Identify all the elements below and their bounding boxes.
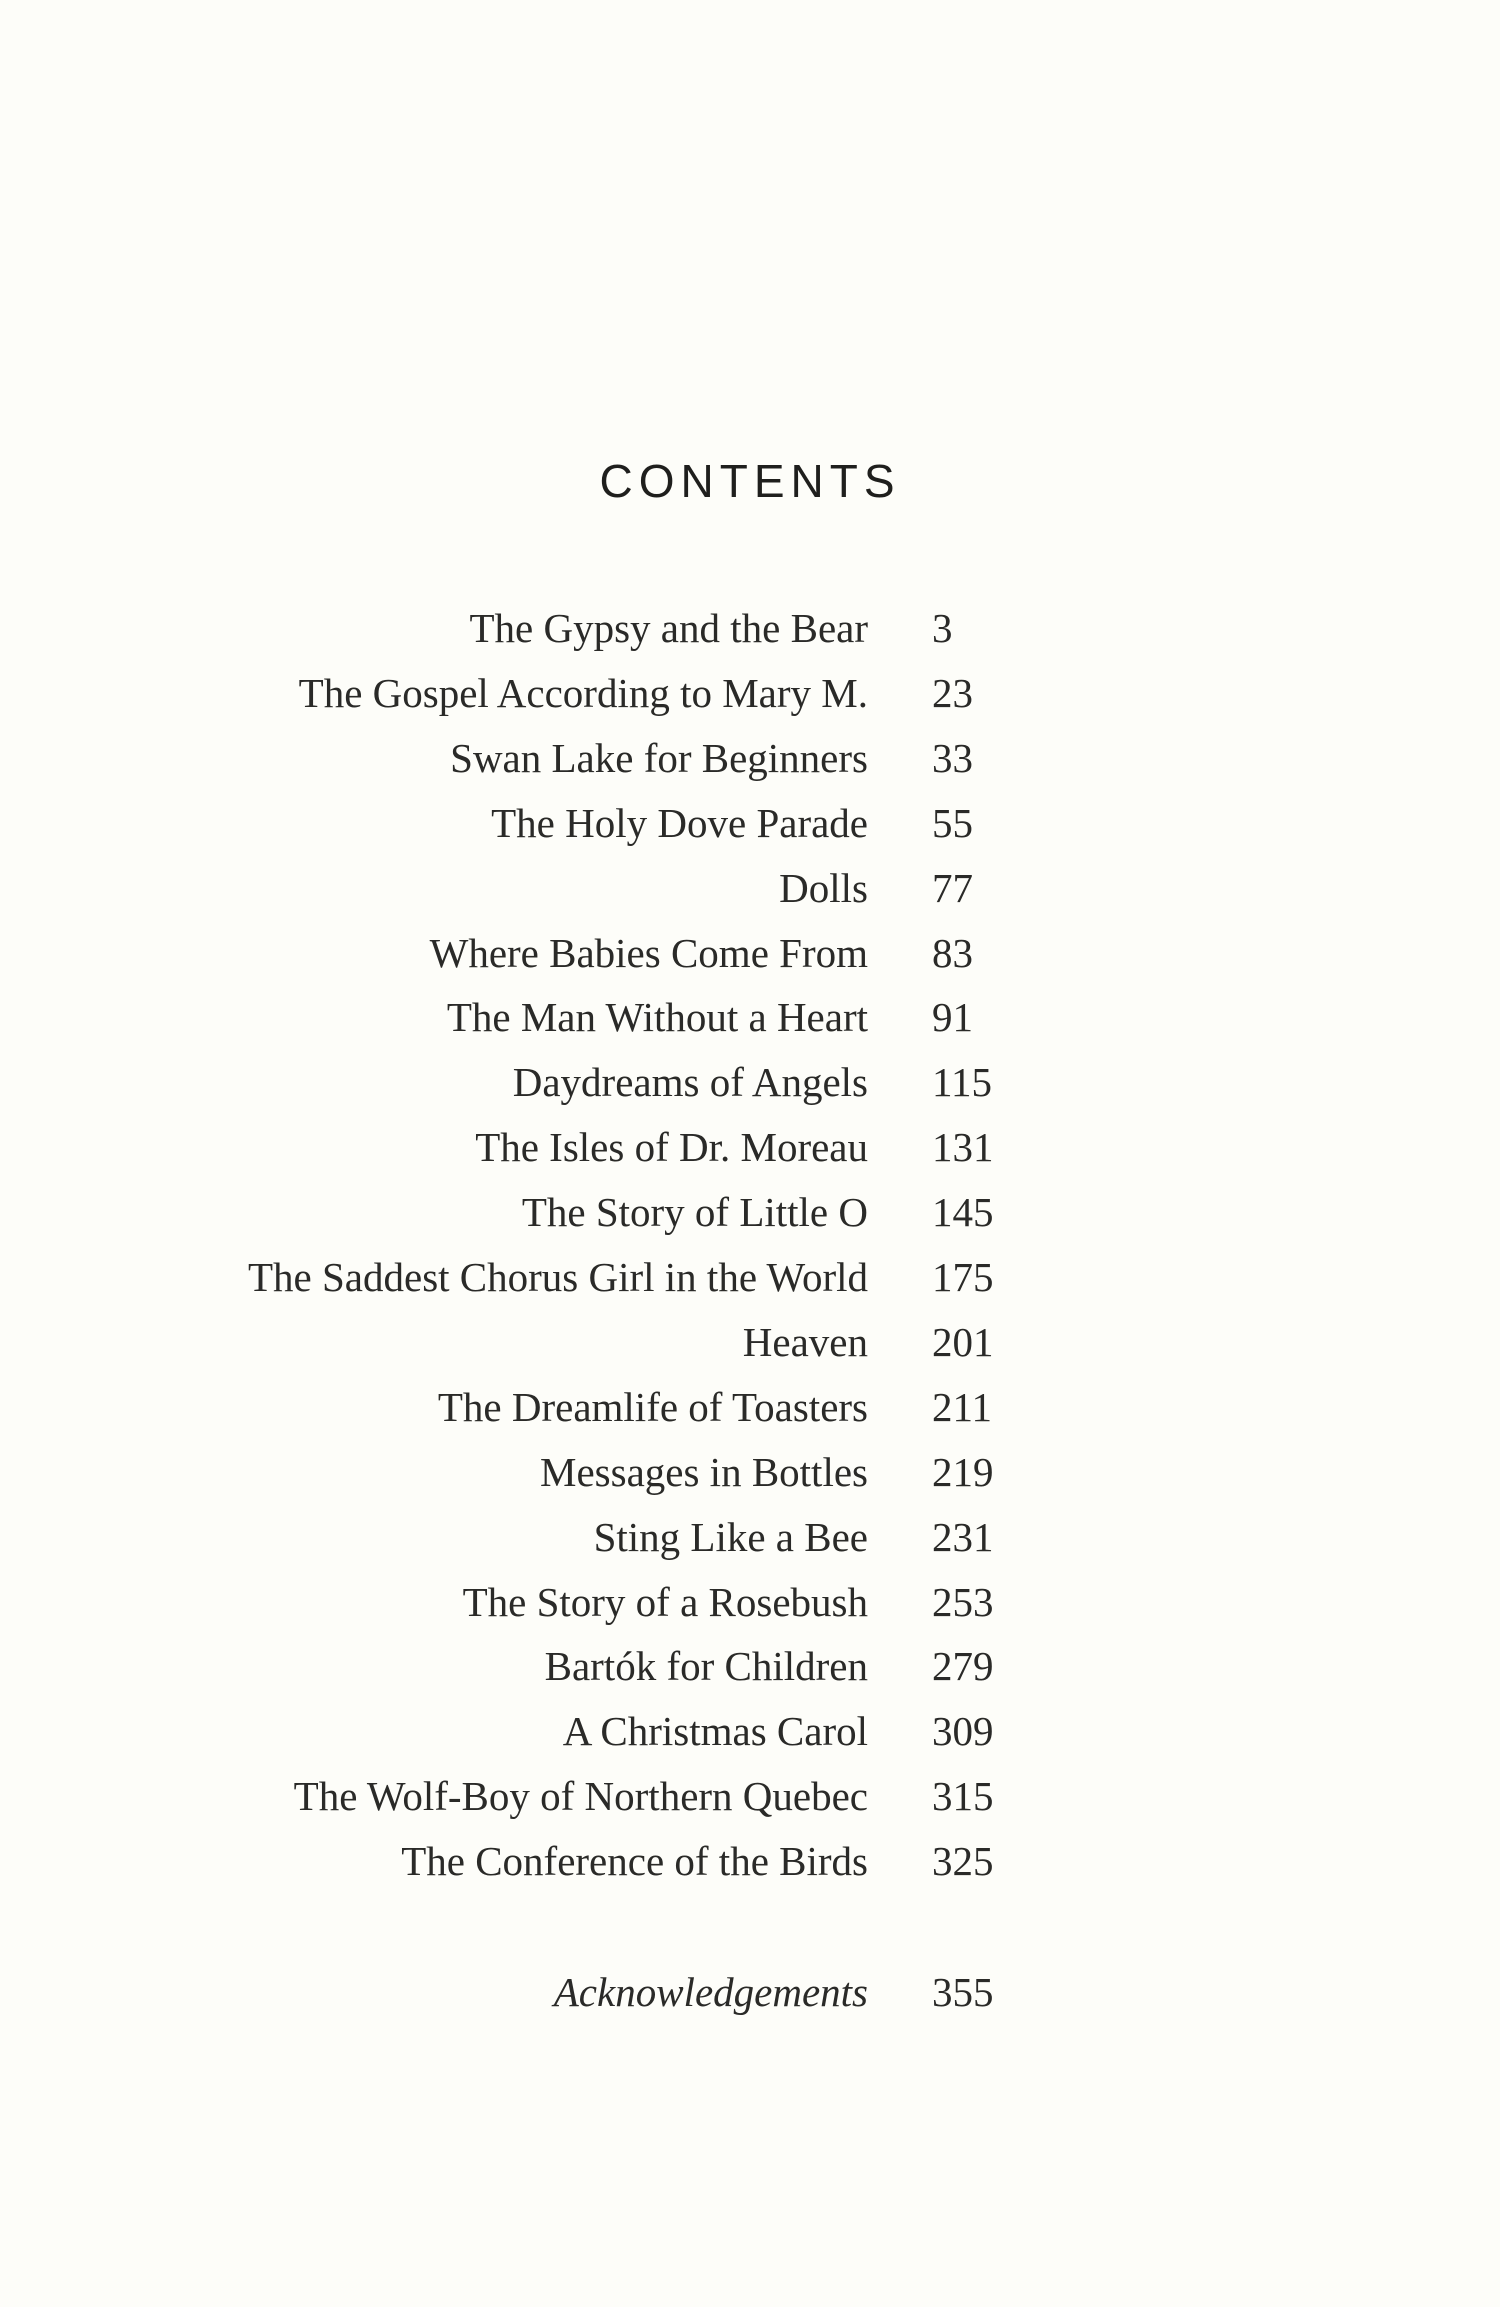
toc-entry-title: Daydreams of Angels bbox=[512, 1059, 868, 1106]
toc-entry-page: 201 bbox=[932, 1318, 994, 1365]
toc-entry-page: 211 bbox=[932, 1383, 992, 1430]
toc-entry-page: 115 bbox=[932, 1059, 992, 1106]
toc-entry bbox=[0, 1312, 1500, 1372]
toc-entry-title: Dolls bbox=[779, 864, 868, 911]
toc-entry bbox=[0, 987, 1500, 1047]
toc-entry-title: Heaven bbox=[742, 1318, 868, 1365]
toc-entry-title: Swan Lake for Beginners bbox=[450, 734, 868, 781]
toc-entry bbox=[0, 1831, 1500, 1891]
toc-entry-title: The Gospel According to Mary M. bbox=[298, 669, 868, 716]
toc-entry bbox=[0, 1442, 1500, 1502]
toc-entry-page: 279 bbox=[932, 1643, 994, 1690]
toc-entry-page: 231 bbox=[932, 1513, 994, 1560]
toc-entry-title: The Conference of the Birds bbox=[401, 1838, 868, 1885]
toc-entry bbox=[0, 663, 1500, 723]
toc-entry bbox=[0, 1377, 1500, 1437]
toc-entry-title: Where Babies Come From bbox=[429, 929, 868, 976]
toc-entry-page: 355 bbox=[932, 1969, 994, 2015]
toc-entry-page: 55 bbox=[932, 799, 973, 846]
toc-entry-title: A Christmas Carol bbox=[562, 1708, 868, 1755]
toc-entry-title: The Man Without a Heart bbox=[446, 994, 868, 1041]
toc-entry-title: The Holy Dove Parade bbox=[491, 799, 868, 846]
toc-entry-title: The Dreamlife of Toasters bbox=[437, 1383, 868, 1430]
toc-entry-title: Bartók for Children bbox=[544, 1643, 868, 1690]
toc-entry bbox=[0, 1766, 1500, 1826]
toc-entry-page: 253 bbox=[932, 1578, 994, 1625]
toc-entry-page: 83 bbox=[932, 929, 973, 976]
toc-entry-page: 309 bbox=[932, 1708, 994, 1755]
toc-entry-title: The Story of a Rosebush bbox=[462, 1578, 868, 1625]
toc-entry-page: 315 bbox=[932, 1773, 994, 1820]
page-title: CONTENTS bbox=[599, 455, 901, 507]
toc-entry bbox=[0, 793, 1500, 853]
toc-entry-page: 175 bbox=[932, 1254, 994, 1300]
toc-entry bbox=[0, 1247, 1500, 1307]
toc-entry bbox=[0, 1117, 1500, 1177]
toc-entry-page: 23 bbox=[932, 669, 973, 716]
toc-entry-acknowledgements bbox=[0, 1962, 1500, 2022]
toc-entry bbox=[0, 1572, 1500, 1632]
toc-entry-title: The Wolf-Boy of Northern Quebec bbox=[293, 1773, 868, 1820]
toc-entry bbox=[0, 1636, 1500, 1696]
toc-entry-title: Acknowledgements bbox=[553, 1969, 868, 2015]
toc-entry-page: 325 bbox=[932, 1838, 994, 1885]
toc-entry-page: 131 bbox=[932, 1124, 994, 1171]
toc-entry-page: 3 bbox=[932, 605, 953, 651]
toc-entry bbox=[0, 1507, 1500, 1567]
toc-entry bbox=[0, 1182, 1500, 1242]
toc-entry bbox=[0, 598, 1500, 658]
toc-entry-title: The Saddest Chorus Girl in the World bbox=[248, 1254, 868, 1300]
toc-entry-title: The Gypsy and the Bear bbox=[469, 605, 868, 651]
toc-entry-page: 91 bbox=[932, 994, 973, 1041]
toc-entry bbox=[0, 1052, 1500, 1112]
toc-entry-title: Messages in Bottles bbox=[540, 1448, 868, 1495]
toc-entry-page: 145 bbox=[932, 1189, 994, 1236]
toc-entry-page: 33 bbox=[932, 734, 973, 781]
toc-entry-title: The Story of Little O bbox=[521, 1189, 868, 1236]
toc-entry-page: 219 bbox=[932, 1448, 994, 1495]
toc-entry-title: Sting Like a Bee bbox=[593, 1513, 868, 1560]
toc-entry-page: 77 bbox=[932, 864, 973, 911]
toc-entry bbox=[0, 858, 1500, 918]
toc-entry bbox=[0, 923, 1500, 983]
toc-entry-title: The Isles of Dr. Moreau bbox=[475, 1124, 868, 1171]
toc-entry bbox=[0, 728, 1500, 788]
toc-entry bbox=[0, 1701, 1500, 1761]
